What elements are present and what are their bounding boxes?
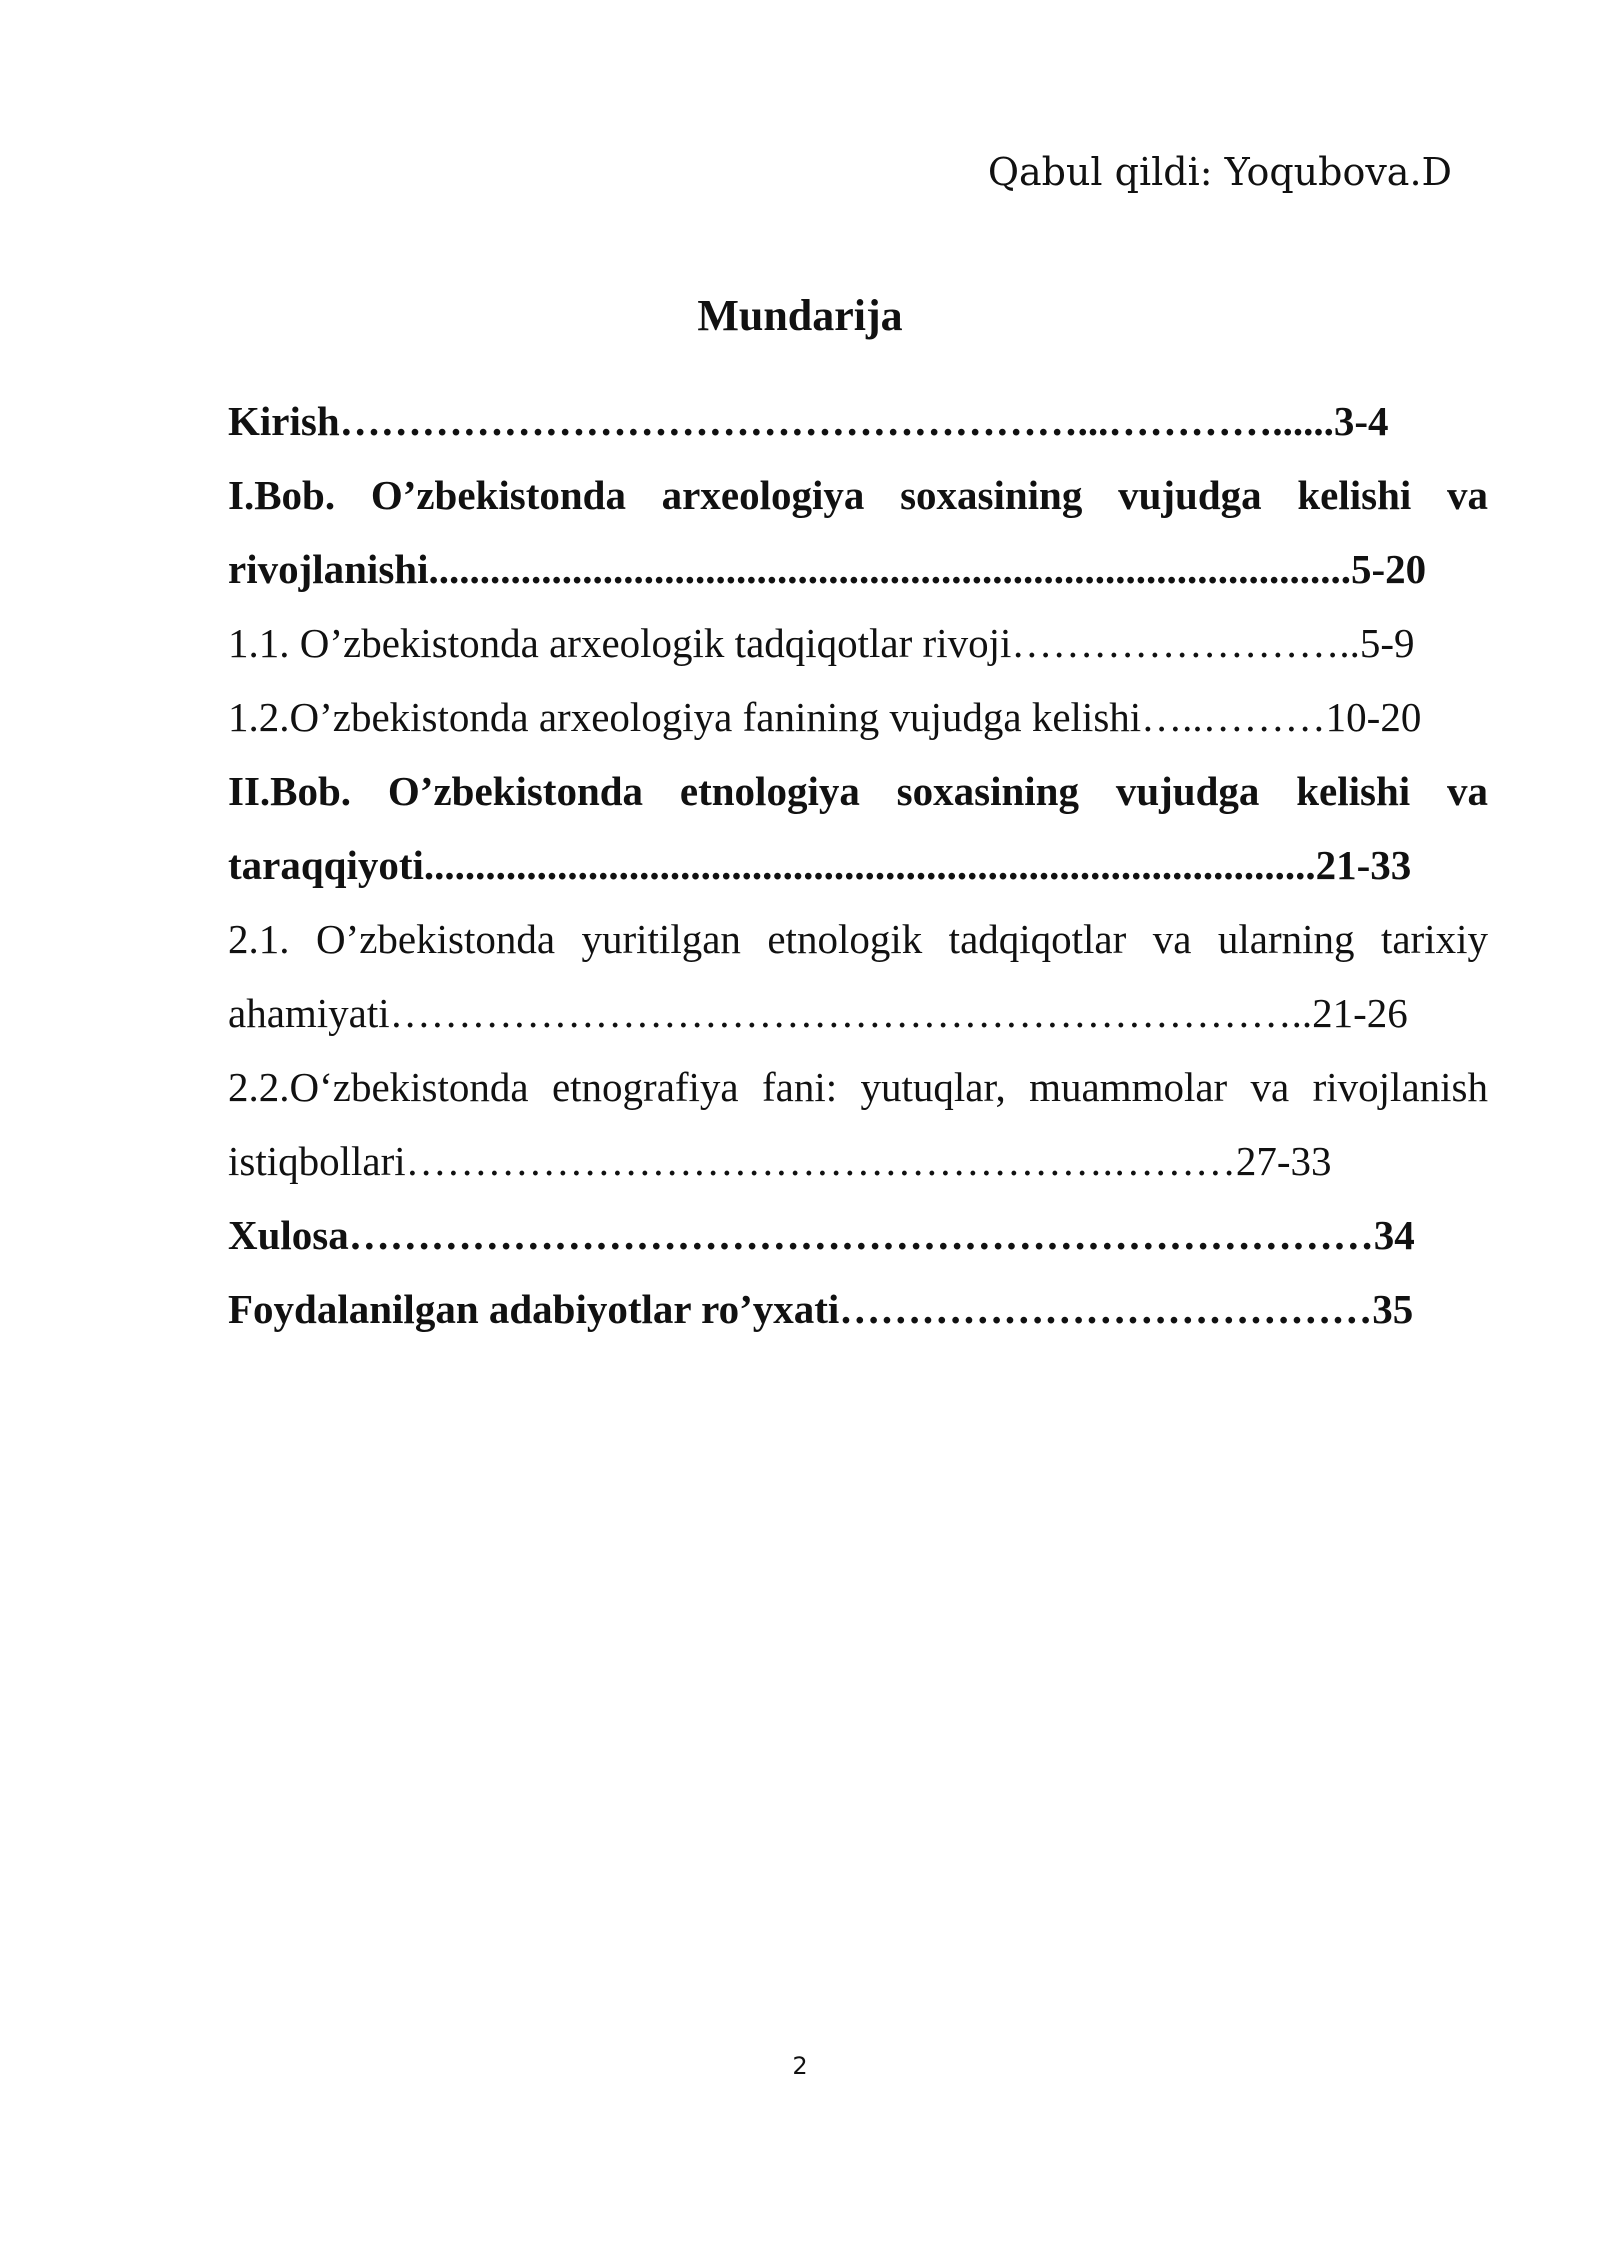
toc-entry-chapter-1: I.Bob. O’zbekistonda arxeologiya soxasining vujudga kelishi va [228,472,1488,518]
toc-entry-introduction: Kirish………………………………………………...…………......3-4 [228,398,1389,444]
toc-entry-section-2-1: 2.1. O’zbekistonda yuritilgan etnologik tadqiqotlar va ularning tarixiy [228,916,1488,962]
toc-entry-section-1-1: 1.1. O’zbekistonda arxeologik tadqiqotlar rivoji……………………..5-9 [228,620,1415,666]
toc-entry-section-2-1-continued: ahamiyati…………………………………………………………..21-26 [228,990,1408,1036]
toc-entry-references: Foydalanilgan adabiyotlar ro’yxati…………………………………35 [228,1286,1414,1332]
toc-entry-section-2-2-continued: istiqbollari…………………………………………….………27-33 [228,1138,1332,1184]
toc-title: Mundarija [697,291,903,340]
toc-entry-chapter-2-continued: taraqqiyoti.......................................................................................21-33 [228,842,1412,888]
table-of-contents [228,384,1488,1346]
page-number: 2 [792,2052,808,2080]
toc-entry-section-2-2: 2.2.O‘zbekistonda etnografiya fani: yutuqlar, muammolar va rivojlanish [228,1064,1488,1110]
toc-entry-conclusion: Xulosa…………………………………………………………………34 [228,1212,1415,1258]
toc-entry-chapter-2: II.Bob. O’zbekistonda etnologiya soxasining vujudga kelishi va [228,768,1488,814]
toc-entry-section-1-2: 1.2.O’zbekistonda arxeologiya fanining vujudga kelishi…..………10-20 [228,694,1422,740]
receiver-line: Qabul qildi: Yoqubova.D [987,150,1452,194]
toc-entry-chapter-1-continued: rivojlanishi..........................................................................................5-20 [228,546,1427,592]
